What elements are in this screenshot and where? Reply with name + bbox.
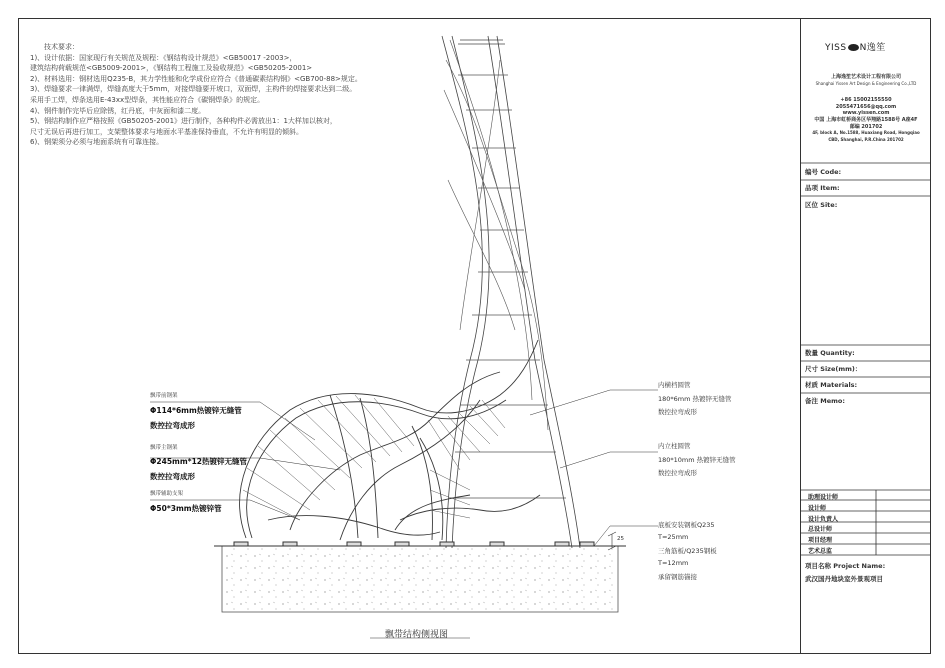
ribbon-ribs — [243, 395, 505, 520]
company-address-en: 4F, block A, No.1588, Huaxiang Road, Hongqiao — [812, 130, 920, 136]
inner-main-label: 内立柱圆管 — [658, 442, 691, 450]
company-postcode: 邮编 201702 — [849, 123, 883, 130]
base-thickness-2: T=12mm — [658, 559, 689, 567]
note-line: 采用手工焊，焊条选用E-43xx型焊条，其性能应符合《碳钢焊条》的规定。 — [30, 95, 265, 104]
ribbon-end-spec: Φ114*6mm热镀锌无缝管 — [150, 406, 242, 415]
company-name-en: Shanghai Yissen Art Design & Engineering Co.,LTD — [815, 80, 917, 86]
inner-cyl-spec: 180*6mm 热镀锌无缝管 — [658, 395, 732, 403]
sig-art-director: 艺术总监 — [808, 548, 833, 555]
sig-design-lead: 设计负责人 — [808, 516, 839, 523]
view-title: 飘带结构侧视图 — [385, 630, 449, 640]
sig-assistant-designer: 助理设计师 — [808, 494, 839, 501]
quantity-field: 数量 Quantity: — [805, 349, 855, 357]
ribbon-main-label: 飘带主钢架 — [150, 445, 178, 451]
foundation-block — [222, 546, 618, 612]
company-name-cn: 上海逸笙艺术设计工程有限公司 — [830, 74, 901, 80]
base-anchor-label: 承留钢筋锚接 — [658, 573, 697, 581]
company-logo — [825, 40, 886, 53]
site-field: 区位 Site: — [805, 201, 838, 209]
brand-left: YISS — [825, 43, 847, 53]
code-field: 编号 Code: — [805, 168, 842, 176]
company-web: www.yissen.com — [842, 110, 890, 117]
ribbon-frame — [240, 340, 540, 540]
company-address-cn: 中国 上海市虹桥商务区华翔路1588号 A座4F — [814, 116, 918, 123]
ribbon-support-label: 飘带辅助支架 — [150, 491, 184, 497]
sig-designer: 设计师 — [808, 505, 827, 512]
tower-swirl-tubes — [444, 40, 548, 430]
company-info — [805, 74, 927, 143]
memo-field: 备注 Memo: — [805, 397, 845, 405]
sig-project-manager: 项目经理 — [808, 537, 833, 544]
project-label: 项目名称 Project Name: — [805, 562, 886, 570]
eye-icon — [848, 44, 859, 51]
item-field: 品项 Item: — [805, 184, 840, 192]
base-plates — [234, 542, 594, 546]
note-line: 2)、材料选用：钢材选用Q235-B，其力学性能和化学成份应符合《普通碳素结构钢》<GB700-88>规定。 — [30, 74, 362, 83]
inner-main-spec2: 数控拉弯成形 — [658, 469, 697, 477]
ribbon-end-label: 飘带前钢架 — [150, 393, 178, 399]
brand-right: N逸笙 — [859, 43, 886, 53]
note-line: 3)、焊缝要求一律满焊，焊缝高度大于5mm，对接焊缝要开坡口，双面焊，主构件的焊接要求达到二级。 — [30, 85, 357, 94]
tower-rungs — [451, 75, 566, 498]
note-line: 6)、钢架须分必须与地面系统有可靠连接。 — [30, 138, 164, 147]
note-line: 建筑结构荷载规范<GB5009-2001>，《钢结构工程施工及验收规范》<GB50205-2001> — [30, 64, 313, 73]
dimension-value: 25 — [617, 536, 624, 542]
tower-frame — [442, 36, 580, 548]
project-name: 武汉国丹地块室外景观项目 — [805, 575, 883, 583]
sig-chief-designer: 总设计师 — [808, 526, 833, 533]
base-rib-label: 三角筋板/Q235钢板 — [658, 547, 717, 555]
company-email: 2055471656@qq.com — [835, 103, 897, 110]
company-address-en-2: CBD, Shanghai, P.R.China 201702 — [828, 136, 904, 142]
note-line: 尺寸无误后再进行加工，支架整体要求与地面水平基准保持垂直，不允许有明显的倾斜。 — [30, 127, 303, 136]
note-line: 4)、钢件制作完毕后应除锈，红丹底，中灰面和漆二度。 — [30, 106, 206, 115]
notes-heading: 技术要求： — [44, 43, 79, 51]
size-field: 尺寸 Size(mm)： — [805, 365, 862, 373]
inner-main-spec: 180*10mm 热镀锌无缝管 — [658, 456, 736, 464]
ribbon-support-spec: Φ50*3mm热镀锌管 — [150, 504, 222, 513]
inner-cyl-label: 内横档圆管 — [658, 381, 691, 389]
ribbon-end-spec2: 数控拉弯成形 — [150, 421, 195, 430]
note-line: 5)、钢结构制作应严格按照《GB50205-2001》进行制作，各种构件必需放出1：1大样加以核对， — [30, 117, 337, 126]
base-plate-label: 底板安装钢板Q235 — [658, 521, 715, 529]
materials-field: 材质 Materials: — [805, 381, 858, 389]
company-phone: +86 15002155550 — [840, 97, 892, 104]
note-line: 1)、设计依据：国家现行有关规范及规程：《钢结构设计规范》<GB50017 -2003>， — [30, 53, 297, 62]
ribbon-main-spec2: 数控拉弯成形 — [150, 472, 195, 481]
ribbon-main-spec: Φ245mm*12热镀锌无缝管 — [150, 457, 248, 466]
inner-cyl-spec2: 数控拉弯成形 — [658, 408, 697, 416]
base-thickness-1: T=25mm — [658, 533, 689, 541]
